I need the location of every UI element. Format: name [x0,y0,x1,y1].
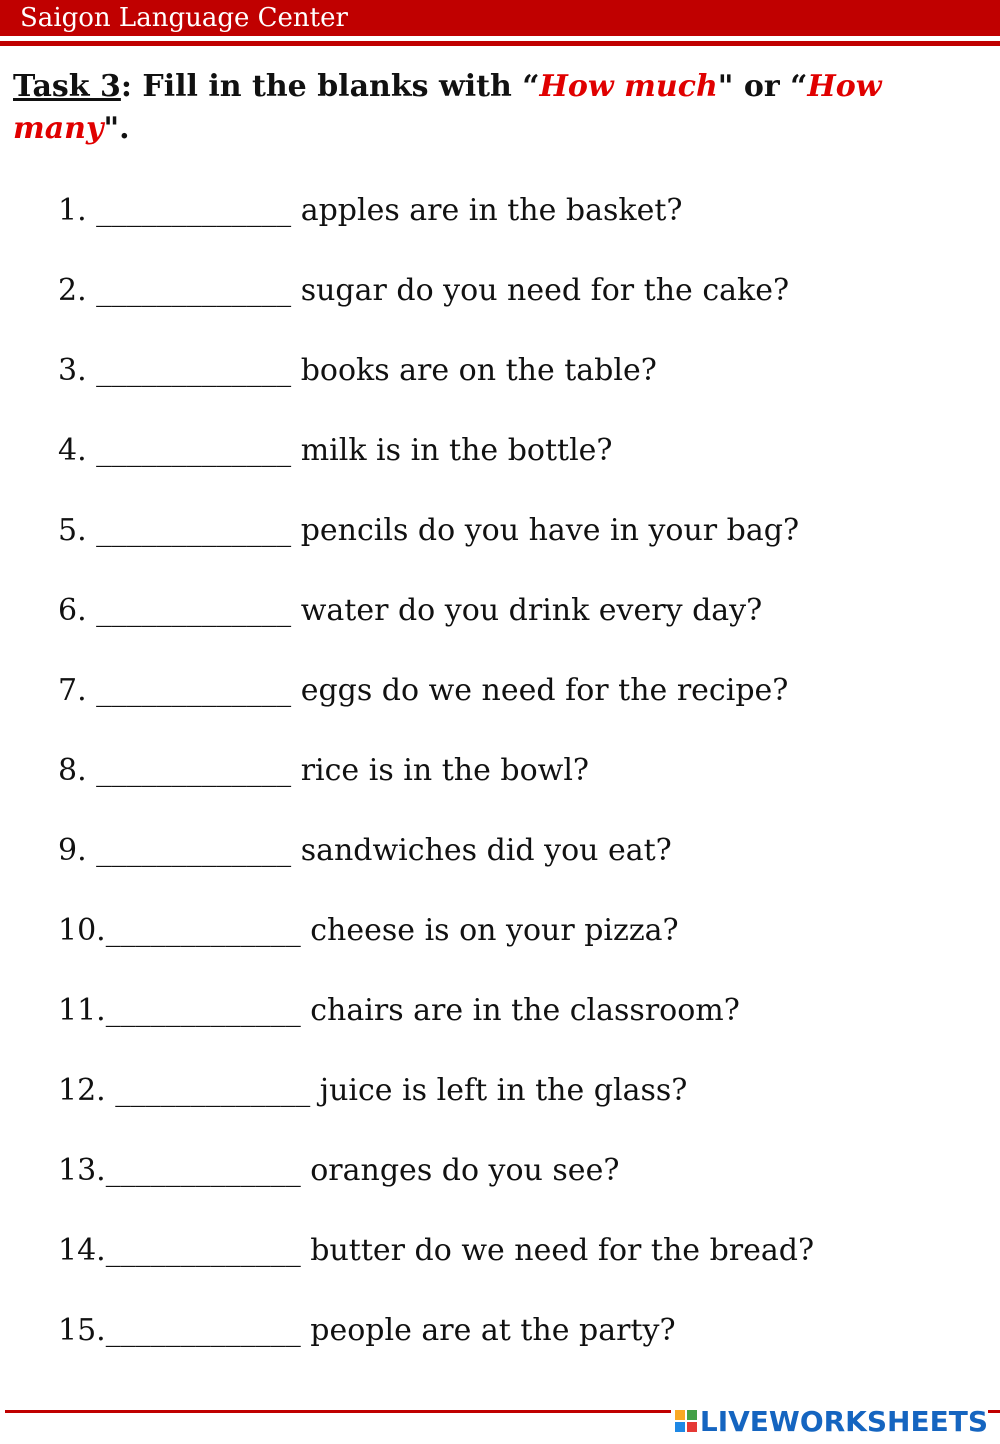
question-14[interactable]: 14._____________ butter do we need for the bread? [58,1233,815,1268]
option-how-much: How much [539,69,718,104]
liveworksheets-logo-icon [675,1410,697,1432]
question-13[interactable]: 13._____________ oranges do you see? [58,1153,620,1188]
question-1[interactable]: 1. _____________ apples are in the basket? [58,193,683,228]
task-instruction-start: : Fill in the blanks with “ [120,69,540,104]
question-6[interactable]: 6. _____________ water do you drink every day? [58,593,763,628]
header-divider [0,41,1000,46]
question-7[interactable]: 7. _____________ eggs do we need for the recipe? [58,673,789,708]
question-3[interactable]: 3. _____________ books are on the table? [58,353,657,388]
question-9[interactable]: 9. _____________ sandwiches did you eat? [58,833,672,868]
task-instruction-middle: " or “ [717,69,808,104]
liveworksheets-logo[interactable] [671,1403,988,1439]
question-10[interactable]: 10._____________ cheese is on your pizza? [58,913,679,948]
question-4[interactable]: 4. _____________ milk is in the bottle? [58,433,613,468]
header-title: Saigon Language Center [20,3,348,33]
question-12[interactable]: 12. _____________ juice is left in the glass? [58,1073,688,1108]
header-bar [0,0,1000,36]
question-2[interactable]: 2. _____________ sugar do you need for the cake? [58,273,790,308]
task-instruction-end: ". [103,111,130,146]
option-how-many: How many [13,69,882,146]
question-15[interactable]: 15._____________ people are at the party? [58,1313,676,1348]
question-5[interactable]: 5. _____________ pencils do you have in your bag? [58,513,800,548]
question-8[interactable]: 8. _____________ rice is in the bowl? [58,753,589,788]
question-11[interactable]: 11._____________ chairs are in the classroom? [58,993,740,1028]
task-heading [13,66,973,150]
task-label: Task 3 [13,69,121,104]
logo-text: LIVEWORKSHEETS [699,1404,988,1438]
